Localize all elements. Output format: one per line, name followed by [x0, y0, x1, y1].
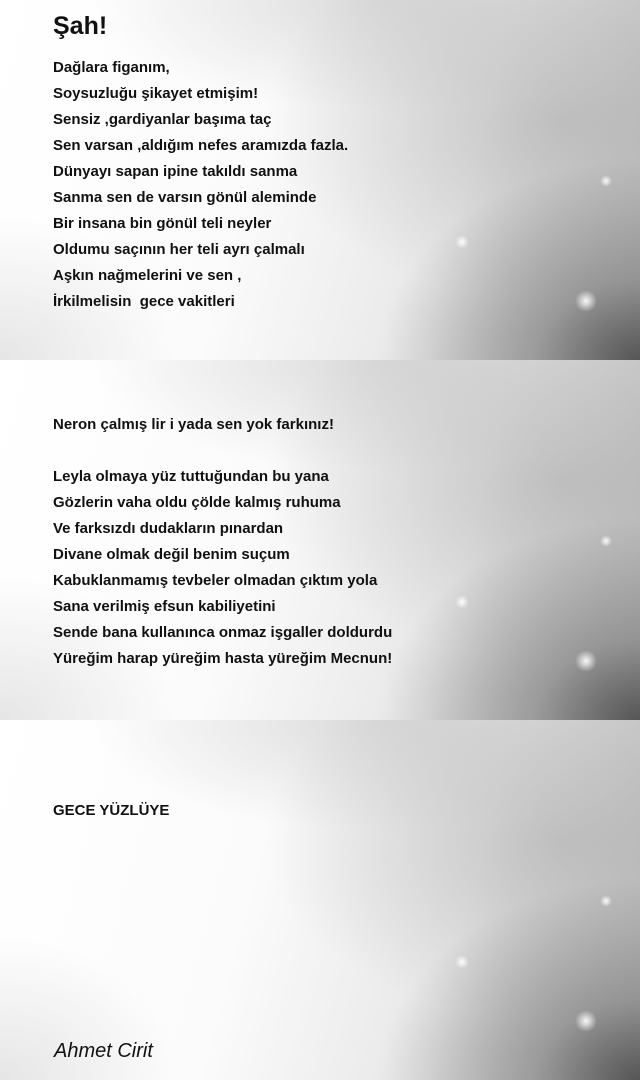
- sparkle-decoration: [575, 650, 597, 672]
- closing-block: [53, 798, 169, 824]
- poem-line: Sensiz ,gardiyanlar başıma taç: [53, 111, 272, 128]
- poem-line: Oldumu saçının her teli ayrı çalmalı: [53, 241, 305, 258]
- poem-panel-2: [0, 360, 640, 720]
- poem-title: Şah!: [53, 12, 108, 40]
- poem-panel-1: [0, 0, 640, 360]
- stanza-2: [53, 412, 392, 672]
- poem-line: Leyla olmaya yüz tuttuğundan bu yana: [53, 468, 329, 485]
- closing-line: GECE YÜZLÜYE: [53, 802, 170, 819]
- sparkle-decoration: [575, 1010, 597, 1032]
- poem-line: [53, 438, 392, 464]
- poem-line: Aşkın nağmelerini ve sen ,: [53, 267, 242, 284]
- poem-line: Sanma sen de varsın gönül aleminde: [53, 189, 317, 206]
- sparkle-decoration: [455, 235, 469, 249]
- stanza-1: [53, 55, 348, 315]
- poem-line: Soysuzluğu şikayet etmişim!: [53, 85, 259, 102]
- sparkle-decoration: [600, 535, 612, 547]
- poem-line: Gözlerin vaha oldu çölde kalmış ruhuma: [53, 494, 341, 511]
- poem-line: Neron çalmış lir i yada sen yok farkınız!: [53, 416, 334, 433]
- poem-line: Bir insana bin gönül teli neyler: [53, 215, 272, 232]
- poem-line: Ve farksızdı dudakların pınardan: [53, 520, 284, 537]
- author-name: Ahmet Cirit: [54, 1040, 153, 1062]
- poem-line: Dağlara figanım,: [53, 59, 170, 76]
- poem-line: Dünyayı sapan ipine takıldı sanma: [53, 163, 298, 180]
- sparkle-decoration: [455, 955, 469, 969]
- poem-line: Sen varsan ,aldığım nefes aramızda fazla.: [53, 137, 349, 154]
- sparkle-decoration: [575, 290, 597, 312]
- poem-line: Yüreğim harap yüreğim hasta yüreğim Mecnun!: [53, 650, 393, 667]
- poem-panel-3: [0, 720, 640, 1080]
- sparkle-decoration: [455, 595, 469, 609]
- poem-line: Kabuklanmamış tevbeler olmadan çıktım yola: [53, 572, 378, 589]
- poem-line: Divane olmak değil benim suçum: [53, 546, 290, 563]
- poem-line: Sende bana kullanınca onmaz işgaller doldurdu: [53, 624, 393, 641]
- sparkle-decoration: [600, 175, 612, 187]
- poem-line: İrkilmelisin gece vakitleri: [53, 293, 235, 310]
- sparkle-decoration: [600, 895, 612, 907]
- poem-line: Sana verilmiş efsun kabiliyetini: [53, 598, 276, 615]
